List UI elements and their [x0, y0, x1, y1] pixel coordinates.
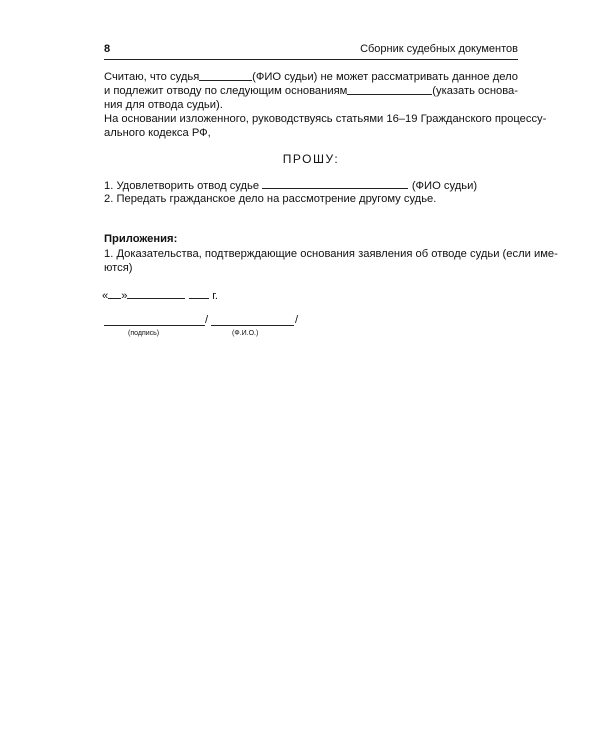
signature-slash-2: / — [295, 314, 299, 326]
attachments-heading: Приложения: — [104, 233, 178, 245]
text-fragment: (ФИО судьи) не может рассматривать данное дело — [252, 71, 518, 83]
paragraph-1-line-1 — [104, 70, 518, 84]
judge-name-blank — [199, 70, 252, 81]
request-item-2: 2. Передать гражданское дело на рассмотрение другому судье. — [104, 193, 437, 205]
day-blank — [108, 288, 121, 299]
text-fragment: (ФИО судьи) — [411, 180, 478, 192]
paragraph-1-line-2 — [104, 84, 518, 98]
close-quote: » — [121, 290, 128, 302]
signature-slash-1: / — [205, 314, 209, 326]
request-item-1 — [104, 178, 518, 193]
paragraph-1-line-3: ния для отвода судьи). — [104, 99, 223, 111]
book-title: Сборник судебных документов — [360, 43, 518, 55]
text-fragment: 1. Удовлетворить отвод судье — [104, 180, 260, 192]
year-suffix: г. — [212, 290, 219, 302]
attachment-1-line-1: 1. Доказательства, подтверждающие основания заявления об отводе судьи (если име- — [104, 248, 558, 260]
running-header — [104, 41, 518, 60]
date-line — [102, 288, 516, 303]
signature-caption: (подпись) — [128, 330, 160, 337]
page-number: 8 — [104, 43, 111, 55]
grounds-blank — [347, 84, 432, 95]
paragraph-2-line-2: ального кодекса РФ, — [104, 127, 211, 139]
text-fragment: Считаю, что судья — [104, 71, 200, 83]
request-heading: ПРОШУ: — [282, 152, 340, 166]
name-caption: (Ф.И.О.) — [232, 330, 259, 337]
signature-line — [104, 325, 205, 326]
paragraph-2-line-1: На основании изложенного, руководствуясь статьями 16–19 Гражданского процессу- — [104, 113, 547, 125]
judge-name-blank — [262, 178, 408, 189]
open-quote: « — [102, 290, 109, 302]
name-line — [211, 325, 294, 326]
text-fragment: (указать основа- — [432, 85, 518, 97]
year-blank — [189, 288, 209, 299]
text-fragment: и подлежит отводу по следующим основаниям — [104, 85, 348, 97]
month-blank — [127, 288, 185, 299]
attachment-1-line-2: ются) — [104, 262, 133, 274]
